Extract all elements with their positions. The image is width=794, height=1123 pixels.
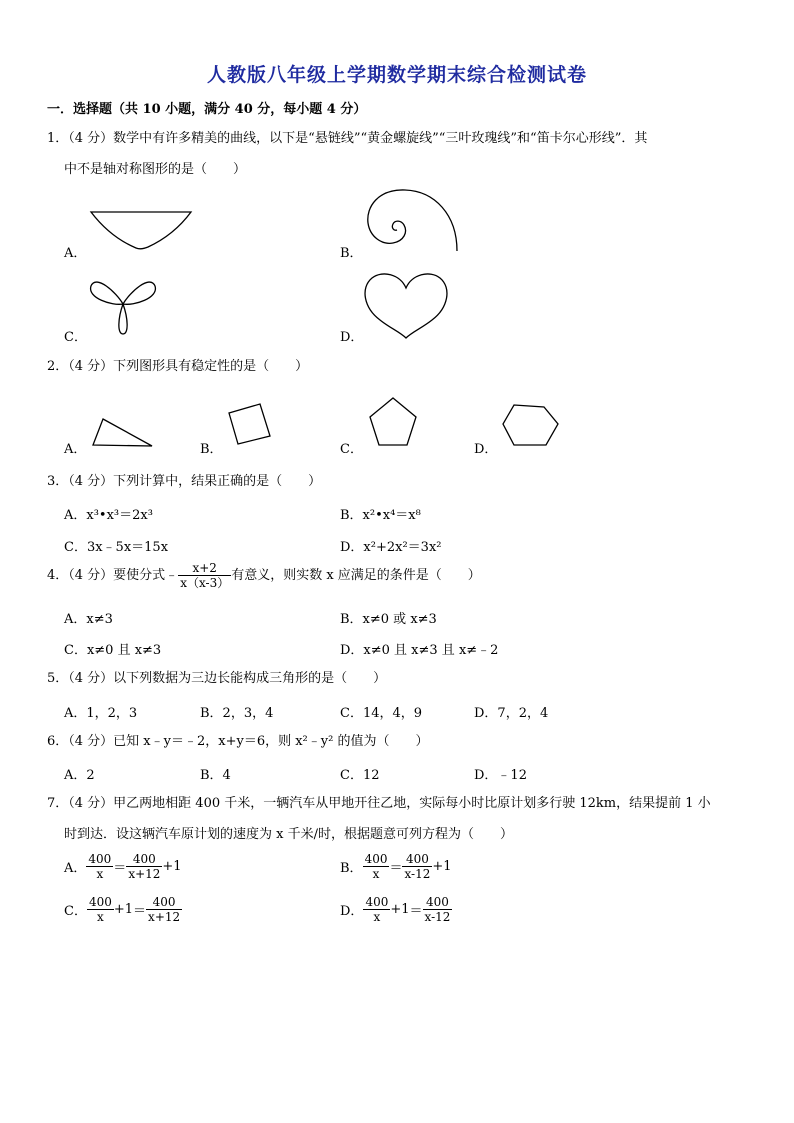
q1-option-a-label: A． bbox=[64, 246, 87, 261]
golden-spiral-figure bbox=[360, 185, 465, 260]
q3-option-b: B．x²•x⁴＝x⁸ bbox=[340, 508, 421, 523]
numerator: 400 bbox=[423, 895, 453, 910]
plus-one: +1 bbox=[162, 859, 182, 874]
q1-option-c-label: C． bbox=[64, 330, 87, 345]
q5-option-d: D．7，2，4 bbox=[474, 706, 549, 721]
q2-option-b-label: B． bbox=[200, 442, 223, 457]
pentagon-figure bbox=[366, 395, 420, 449]
q7-b-frac-right bbox=[402, 852, 432, 881]
q2-option-d-label: D． bbox=[474, 442, 498, 457]
q4-option-d: D．x≠0 且 x≠3 且 x≠﹣2 bbox=[340, 643, 499, 658]
q7-option-b bbox=[340, 852, 452, 881]
q6-option-d: D．﹣12 bbox=[474, 768, 527, 783]
denominator: x bbox=[97, 910, 104, 924]
q7-c-label: C． bbox=[64, 904, 87, 919]
numerator: 400 bbox=[88, 852, 112, 866]
q7-option-a bbox=[64, 852, 182, 881]
question-5-stem: 5．（4 分）以下列数据为三边长能构成三角形的是（ ） bbox=[47, 671, 387, 686]
question-7-line1: 7．（4 分）甲乙两地相距 400 千米，一辆汽车从甲地开往乙地，实际每小时比原计划多行驶 12km，结果提前 1 小 bbox=[47, 796, 711, 811]
question-6-stem: 6．（4 分）已知 x﹣y＝﹣2，x+y＝6，则 x²﹣y² 的值为（ ） bbox=[47, 734, 429, 749]
numerator: 400 bbox=[126, 852, 162, 867]
numerator: 400 bbox=[88, 895, 112, 909]
q7-a-label: A． bbox=[64, 861, 87, 876]
q5-option-b: B．2，3，4 bbox=[200, 706, 274, 721]
q4-stem-pre: 4．（4 分）要使分式﹣ bbox=[47, 567, 179, 583]
q3-option-d: D．x²+2x²＝3x² bbox=[340, 540, 442, 555]
q7-d-frac-left bbox=[363, 895, 390, 924]
cardioid-heart-figure bbox=[362, 268, 450, 340]
denominator: x-12 bbox=[424, 910, 451, 924]
q6-option-a: A．2 bbox=[64, 768, 95, 783]
q5-option-a: A．1，2，3 bbox=[64, 706, 138, 721]
q7-b-frac-left bbox=[363, 852, 390, 881]
q4-fraction bbox=[178, 561, 231, 590]
question-3-stem: 3．（4 分）下列计算中，结果正确的是（ ） bbox=[47, 474, 322, 489]
section-heading: 一．选择题（共 10 小题，满分 40 分，每小题 4 分） bbox=[47, 102, 367, 117]
q7-a-frac-right bbox=[126, 852, 162, 881]
denominator: x+12 bbox=[148, 910, 181, 924]
q4-option-b: B．x≠0 或 x≠3 bbox=[340, 612, 437, 627]
numerator: 400 bbox=[402, 852, 432, 867]
denominator: x bbox=[373, 910, 381, 924]
plus-one: +1 bbox=[432, 859, 452, 874]
equals-sign: ＝ bbox=[133, 904, 147, 919]
q4-option-c: C．x≠0 且 x≠3 bbox=[64, 643, 162, 658]
q3-option-a: A．x³•x³＝2x³ bbox=[64, 508, 153, 523]
q1-option-b-label: B． bbox=[340, 246, 363, 261]
q7-d-label: D． bbox=[340, 904, 364, 919]
denominator: x bbox=[96, 867, 104, 881]
equals-sign: ＝ bbox=[409, 904, 423, 919]
q6-option-c: C．12 bbox=[340, 768, 380, 783]
q7-a-frac-left bbox=[86, 852, 113, 881]
numerator: 400 bbox=[365, 895, 389, 909]
page-title: 人教版八年级上学期数学期末综合检测试卷 bbox=[206, 64, 587, 86]
q7-c-frac-left bbox=[87, 895, 114, 924]
plus-one: +1 bbox=[390, 902, 410, 917]
q5-option-c: C．14，4，9 bbox=[340, 706, 423, 721]
q7-c-frac-right bbox=[146, 895, 182, 924]
plus-one: +1 bbox=[113, 902, 134, 917]
equals-sign: ＝ bbox=[389, 861, 403, 876]
question-1-line2: 中不是轴对称图形的是（ ） bbox=[64, 162, 247, 177]
q7-b-label: B． bbox=[340, 861, 363, 876]
denominator: x-12 bbox=[404, 867, 431, 881]
hexagon-figure bbox=[500, 402, 562, 448]
q4-fraction-denominator: x（x-3） bbox=[180, 576, 230, 590]
q1-option-d-label: D． bbox=[340, 330, 364, 345]
question-4-stem bbox=[47, 561, 481, 590]
q2-option-a-label: A． bbox=[64, 442, 87, 457]
denominator: x+12 bbox=[128, 867, 161, 881]
denominator: x bbox=[372, 867, 380, 881]
q4-stem-post: 有意义，则实数 x 应满足的条件是（ ） bbox=[231, 567, 481, 583]
q7-option-d bbox=[340, 895, 452, 924]
quadrilateral-figure bbox=[225, 400, 275, 446]
numerator: 400 bbox=[146, 895, 182, 910]
question-1-line1: 1．（4 分）数学中有许多精美的曲线，以下是“悬链线”“黄金螺旋线”“三叶玫瑰线”和“笛卡尔心形线”．其 bbox=[47, 131, 648, 146]
q3-option-c: C．3x﹣5x＝15x bbox=[64, 540, 169, 555]
triangle-figure bbox=[90, 415, 156, 449]
q4-fraction-numerator: x+2 bbox=[178, 561, 231, 576]
q4-option-a: A．x≠3 bbox=[64, 612, 113, 627]
equals-sign: ＝ bbox=[113, 861, 127, 876]
catenary-curve-figure bbox=[88, 205, 198, 255]
q2-option-c-label: C． bbox=[340, 442, 363, 457]
q6-option-b: B．4 bbox=[200, 768, 231, 783]
numerator: 400 bbox=[364, 852, 388, 866]
q7-option-c bbox=[64, 895, 182, 924]
three-leaf-rose-figure bbox=[88, 272, 158, 338]
question-2-stem: 2．（4 分）下列图形具有稳定性的是（ ） bbox=[47, 359, 309, 374]
q7-d-frac-right bbox=[423, 895, 453, 924]
question-7-line2: 时到达．设这辆汽车原计划的速度为 x 千米/时，根据题意可列方程为（ ） bbox=[64, 827, 513, 842]
